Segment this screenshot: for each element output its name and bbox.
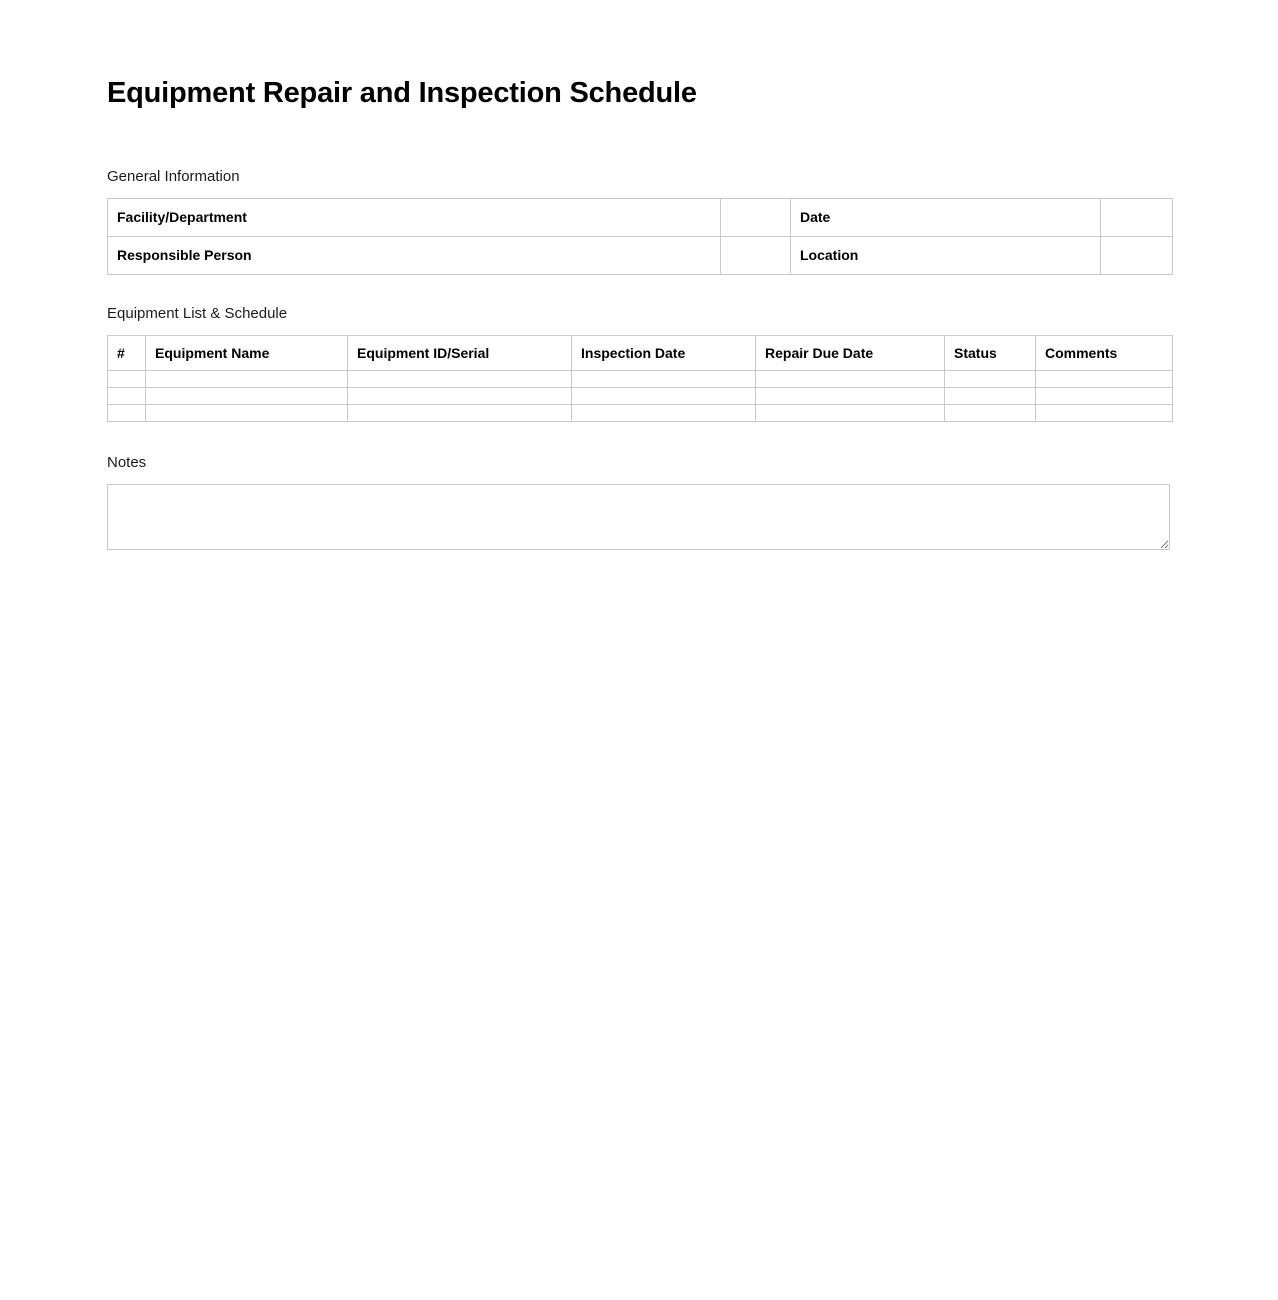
- cell-equipment-name[interactable]: [146, 370, 348, 387]
- equipment-schedule-label: Equipment List & Schedule: [107, 304, 288, 322]
- document-page: [0, 0, 1278, 550]
- field-label-location: Location: [791, 236, 1101, 274]
- cell-equipment-id[interactable]: [348, 370, 572, 387]
- cell-equipment-id[interactable]: [348, 387, 572, 404]
- cell-equipment-name[interactable]: [146, 387, 348, 404]
- cell-comments[interactable]: [1036, 387, 1173, 404]
- cell-status[interactable]: [945, 387, 1036, 404]
- equipment-schedule-section: [107, 305, 1172, 422]
- column-header-comments: Comments: [1036, 335, 1173, 370]
- field-value-facility-department[interactable]: [721, 198, 791, 236]
- table-header-row: [108, 335, 1173, 370]
- column-header-number: #: [108, 335, 146, 370]
- general-information-label: General Information: [107, 167, 240, 185]
- cell-number[interactable]: [108, 404, 146, 421]
- cell-equipment-name[interactable]: [146, 404, 348, 421]
- field-label-responsible-person: Responsible Person: [108, 236, 721, 274]
- cell-inspection-date[interactable]: [572, 370, 756, 387]
- field-value-responsible-person[interactable]: [721, 236, 791, 274]
- cell-inspection-date[interactable]: [572, 404, 756, 421]
- notes-input[interactable]: [107, 484, 1170, 550]
- table-row: [108, 387, 1173, 404]
- cell-repair-due-date[interactable]: [756, 370, 945, 387]
- cell-repair-due-date[interactable]: [756, 387, 945, 404]
- cell-number[interactable]: [108, 370, 146, 387]
- column-header-repair-due-date: Repair Due Date: [756, 335, 945, 370]
- table-row: [108, 404, 1173, 421]
- notes-label: Notes: [107, 453, 147, 471]
- column-header-equipment-id: Equipment ID/Serial: [348, 335, 572, 370]
- column-header-equipment-name: Equipment Name: [146, 335, 348, 370]
- cell-repair-due-date[interactable]: [756, 404, 945, 421]
- cell-status[interactable]: [945, 404, 1036, 421]
- cell-comments[interactable]: [1036, 370, 1173, 387]
- general-information-table: [107, 198, 1173, 275]
- page-title: Equipment Repair and Inspection Schedule: [107, 77, 697, 109]
- column-header-inspection-date: Inspection Date: [572, 335, 756, 370]
- notes-section: [107, 454, 1172, 550]
- table-row: [108, 198, 1173, 236]
- cell-inspection-date[interactable]: [572, 387, 756, 404]
- cell-equipment-id[interactable]: [348, 404, 572, 421]
- cell-number[interactable]: [108, 387, 146, 404]
- field-value-date[interactable]: [1101, 198, 1173, 236]
- field-label-facility-department: Facility/Department: [108, 198, 721, 236]
- cell-comments[interactable]: [1036, 404, 1173, 421]
- general-information-section: [107, 168, 1172, 275]
- equipment-schedule-table: [107, 335, 1173, 422]
- field-label-date: Date: [791, 198, 1101, 236]
- column-header-status: Status: [945, 335, 1036, 370]
- cell-status[interactable]: [945, 370, 1036, 387]
- table-row: [108, 370, 1173, 387]
- field-value-location[interactable]: [1101, 236, 1173, 274]
- table-row: [108, 236, 1173, 274]
